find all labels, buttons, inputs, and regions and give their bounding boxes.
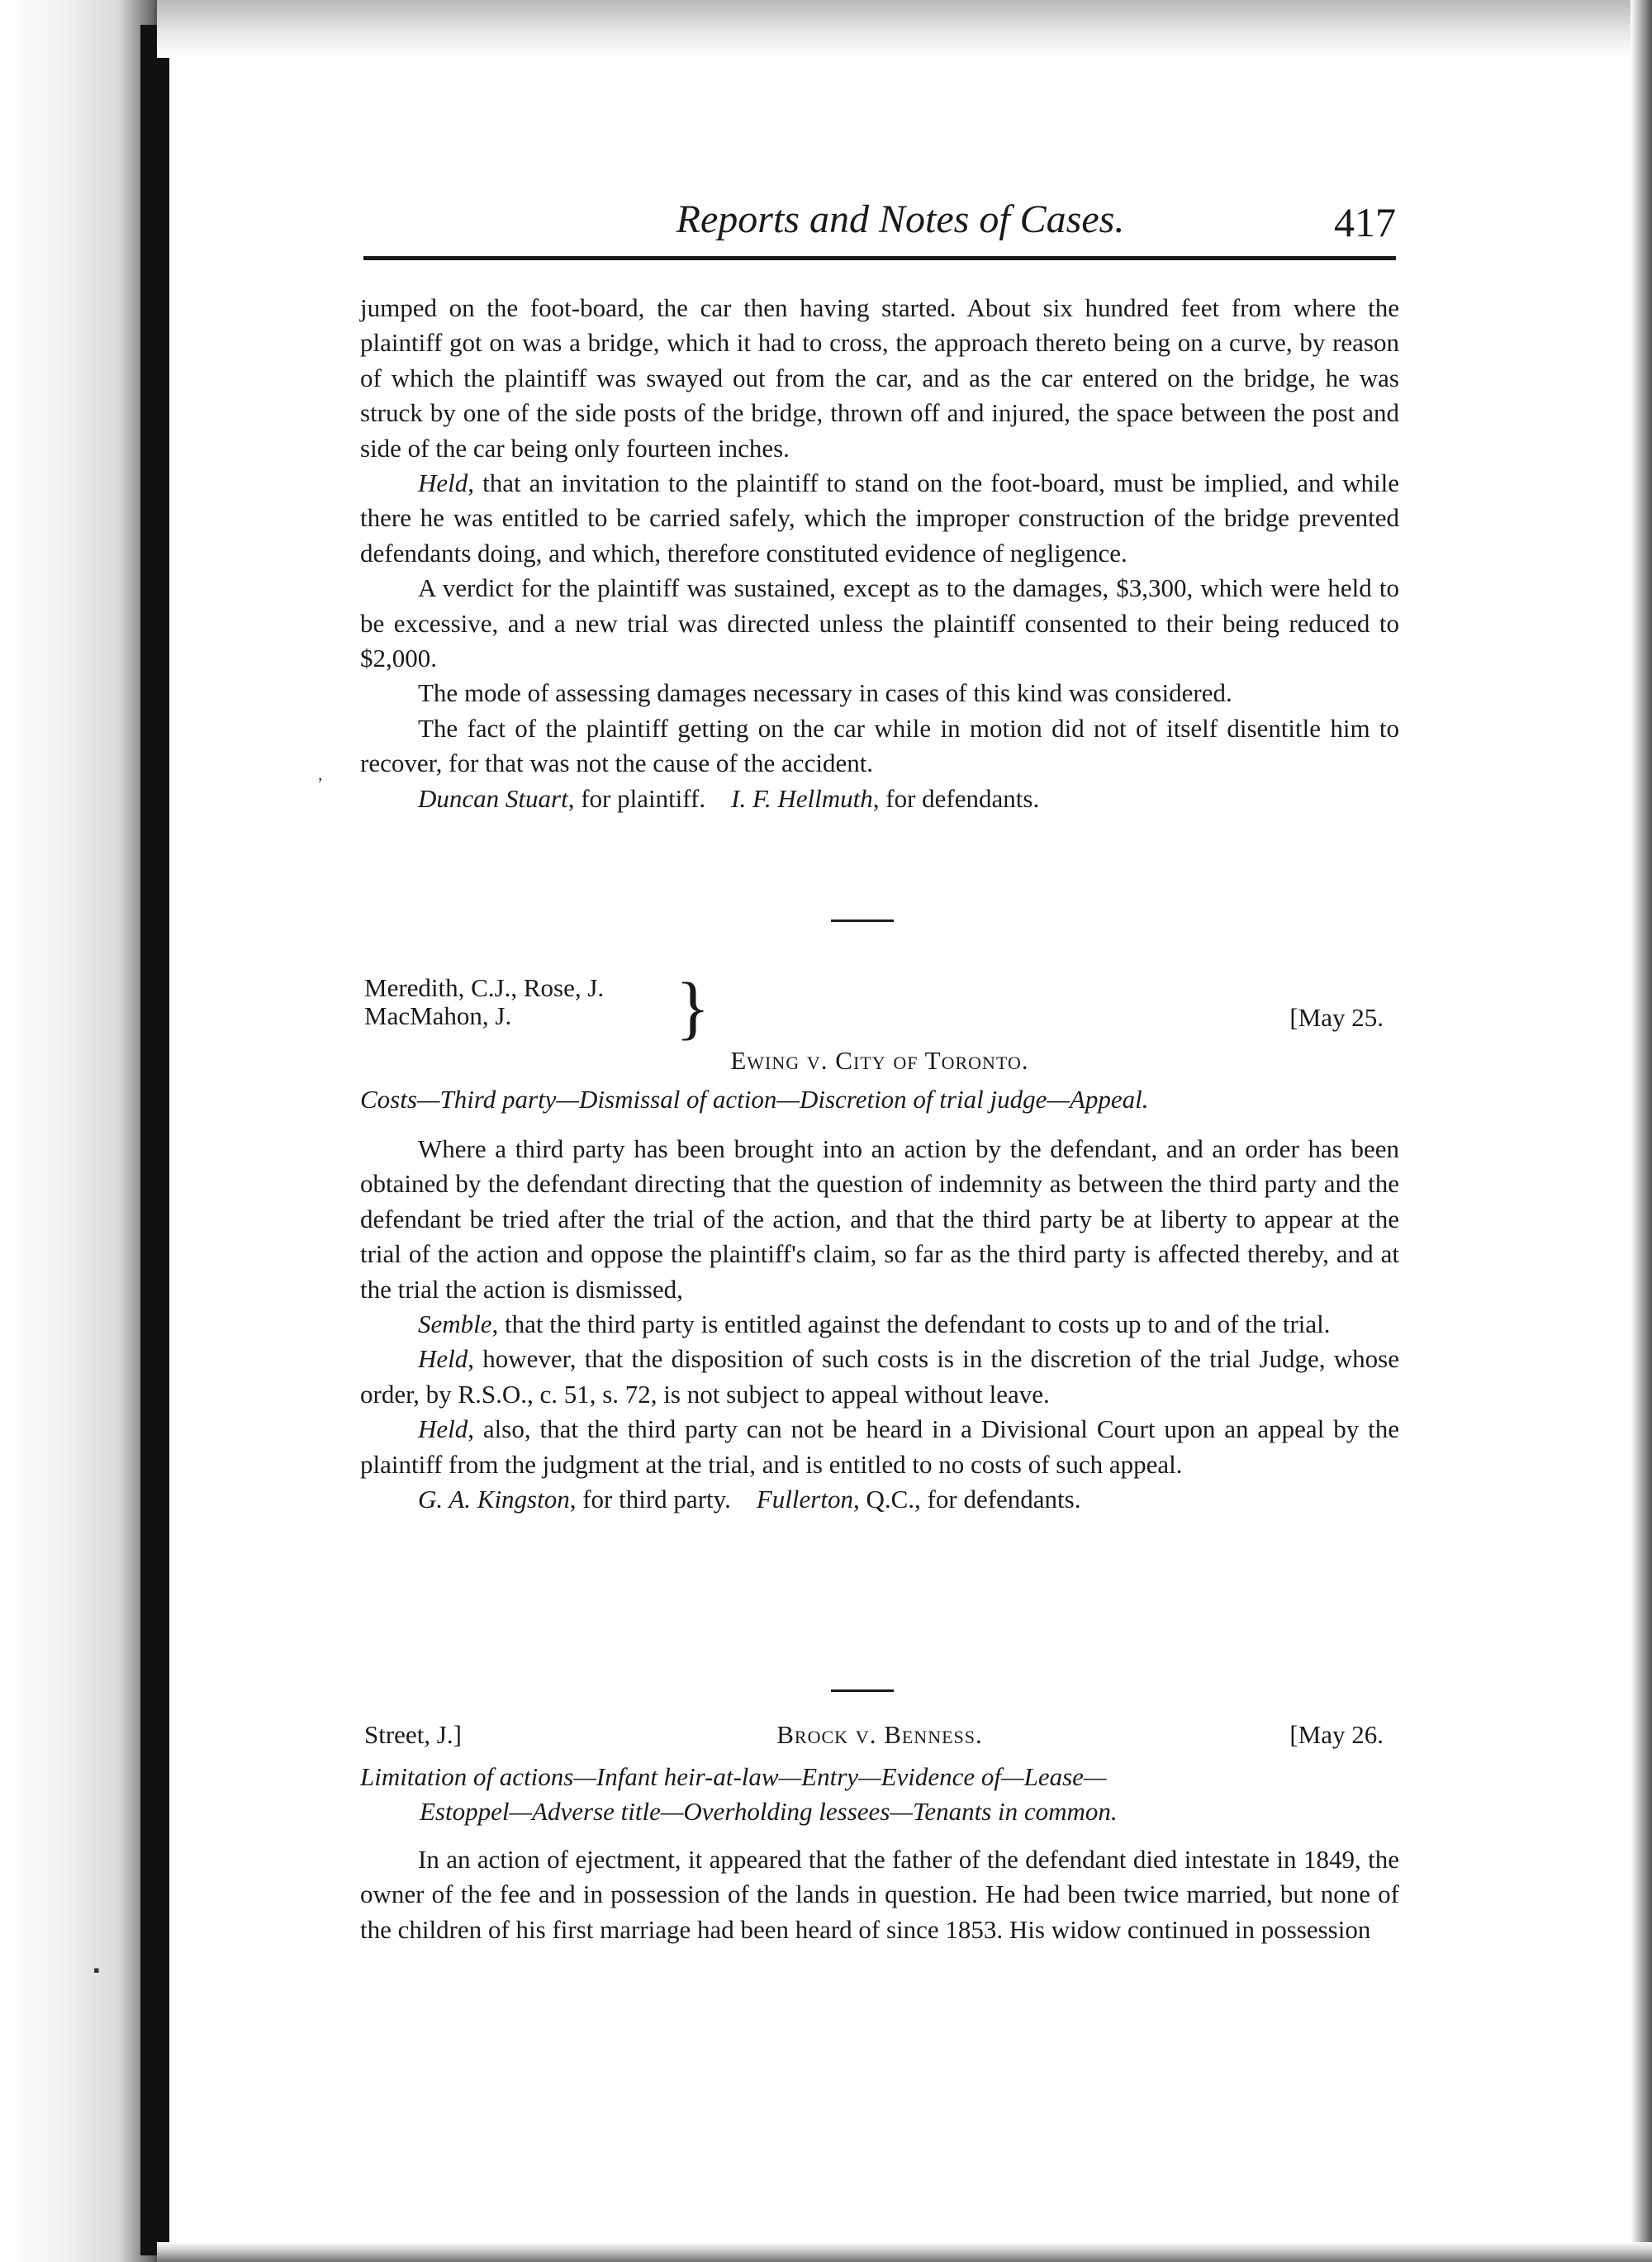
- header-rule: [363, 256, 1396, 260]
- case-body: [360, 1842, 1399, 1947]
- counsel-name: G. A. Kingston: [418, 1485, 570, 1514]
- margin-mark: ,: [318, 763, 323, 784]
- brace-glyph: }: [676, 967, 710, 1047]
- counsel-name: I. F. Hellmuth: [731, 783, 873, 813]
- paragraph: A verdict for the plaintiff was sustained, except as to the damages, $3,300, which were held to be excessive, and a new trial was directed unless the plaintiff consented to their being reduced to $2,000.: [360, 573, 1399, 673]
- held-text: , that an invitation to the plaintiff to stand on the foot-board, must be implied, and while there he was entitled to be carried safely, which the improper construction of the bridge prevented defendants doing, and which, therefore constituted evidence of negligence.: [360, 468, 1399, 568]
- catchwords-line: Estoppel—Adverse title—Overholding lessees—Tenants in common.: [420, 1797, 1118, 1826]
- paragraph-text: , also, that the third party can not be heard in a Divisional Court upon an appeal by the plaintiff from the judgment at the trial, and is entitled to no costs of such appeal.: [360, 1414, 1399, 1479]
- held-label: Held: [418, 468, 468, 498]
- held-label: Held: [418, 1344, 468, 1374]
- running-title: Reports and Notes of Cases.: [676, 197, 1125, 241]
- paragraph: [360, 1412, 1399, 1482]
- case-date: [May 26.: [1289, 1720, 1384, 1749]
- case-body: [360, 1132, 1399, 1517]
- page-number: 417: [1334, 199, 1396, 245]
- counsel-role: , for defendants.: [872, 783, 1040, 813]
- held-paragraph: [360, 466, 1399, 571]
- held-label: Held: [418, 1414, 468, 1444]
- counsel-name: Duncan Stuart: [418, 783, 568, 813]
- paragraph: Where a third party has been brought into an action by the defendant, and an order has been obtained by the defendant directing that the question of indemnity as between the third party and the defendant be tried after the trial of the action, and that the third party be at liberty to appear at the trial of the action and oppose the plaintiff's claim, so far as the third party is affected thereby, and at the trial the action is dismissed,: [360, 1134, 1399, 1304]
- judge-line: Street, J.]: [364, 1720, 462, 1749]
- scan-right-edge: [1631, 0, 1652, 2262]
- paragraph-text: , however, that the disposition of such costs is in the discretion of the trial Judge, whose order, by R.S.O., c. 51, s. 72, is not subject to appeal without leave.: [360, 1344, 1399, 1409]
- counsel-role: , Q.C., for defendants.: [852, 1485, 1081, 1514]
- case-title: Brock v. Benness.: [776, 1720, 983, 1749]
- margin-mark: ▪: [93, 1960, 100, 1980]
- paragraph: In an action of ejectment, it appeared that the father of the defendant died intestate in 1849, the owner of the fee and in possession of the lands in question. He had been twice married, but none of the children of his first marriage had been heard of since 1853. His widow continued in possession: [360, 1845, 1399, 1944]
- catchwords: [360, 1760, 1399, 1829]
- counsel-role: , for third party.: [569, 1485, 731, 1514]
- case-title: Ewing v. City of Toronto.: [730, 1046, 1029, 1075]
- semble-label: Semble: [418, 1309, 492, 1339]
- catchwords-line: Limitation of actions—Infant heir-at-law—Entry—Evidence of—Lease—: [360, 1762, 1107, 1791]
- paragraph: The mode of assessing damages necessary in cases of this kind was considered.: [418, 678, 1232, 708]
- bench-line: MacMahon, J.: [364, 1001, 512, 1030]
- case-date: [May 25.: [1289, 1003, 1384, 1032]
- case-continuation: [360, 291, 1399, 816]
- paragraph: jumped on the foot-board, the car then having started. About six hundred feet from where the plaintiff got on was a bridge, which it had to cross, the approach thereto being on a curve, by reason of which the plaintiff was swayed out from the car, and as the car entered on the bridge, he was struck by one of the side posts of the bridge, thrown off and injured, the space between the post and side of the car being only fourteen inches.: [360, 293, 1399, 463]
- book-spine-shadow: [140, 25, 169, 2255]
- section-separator: [831, 1689, 894, 1692]
- catchwords: Costs—Third party—Dismissal of action—Discretion of trial judge—Appeal.: [360, 1085, 1149, 1114]
- paragraph: The fact of the plaintiff getting on the car while in motion did not of itself disentitle him to recover, for that was not the cause of the accident.: [360, 713, 1399, 778]
- paragraph: [360, 1307, 1399, 1342]
- scan-top-edge: [157, 0, 1652, 58]
- scan-bottom-edge: [157, 2242, 1652, 2262]
- paragraph: [360, 1342, 1399, 1412]
- counsel-line: [360, 1482, 1399, 1517]
- counsel-role: , for plaintiff.: [567, 783, 706, 813]
- bench-line: Meredith, C.J., Rose, J.: [364, 973, 605, 1002]
- counsel-line: [360, 782, 1399, 816]
- counsel-name: Fullerton: [756, 1485, 853, 1514]
- paragraph-text: , that the third party is entitled against the defendant to costs up to and of the trial.: [491, 1309, 1331, 1339]
- section-separator: [831, 920, 894, 922]
